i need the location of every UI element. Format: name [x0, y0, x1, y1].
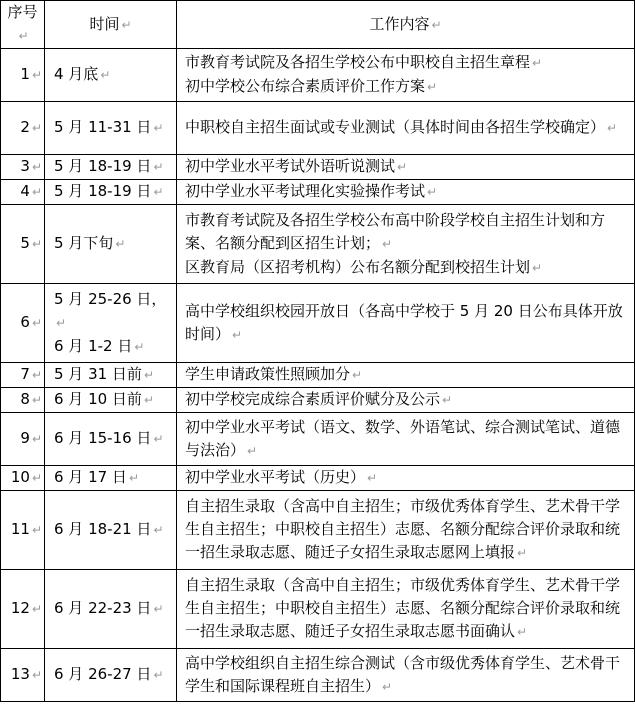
row-time: 6 月 18-21 日 ↵ [45, 491, 177, 570]
row-seq: 4 ↵ [1, 180, 45, 205]
row-time: 4 月底 ↵ [45, 49, 177, 102]
row-time: 5 月 18-19 日 ↵ [45, 180, 177, 205]
table-row [1, 491, 635, 570]
row-content: 初中学业水平考试理化实验操作考试 ↵ [177, 180, 635, 205]
row-time: 5 月下旬 ↵ [45, 205, 177, 284]
table-row [1, 363, 635, 388]
row-seq: 6 ↵ [1, 284, 45, 363]
row-content: 初中学校完成综合素质评价赋分及公示 ↵ [177, 388, 635, 413]
row-content: 初中学业水平考试（语文、数学、外语笔试、综合测试笔试、道德与法治） ↵ [177, 413, 635, 466]
row-seq: 12 ↵ [1, 570, 45, 649]
row-time: 5 月 25-26 日，↵ 6 月 1-2 日 ↵ [45, 284, 177, 363]
row-time: 6 月 22-23 日 ↵ [45, 570, 177, 649]
row-content: 高中学校组织自主招生综合测试（含市级优秀体育学生、艺术骨干学生和国际课程班自主招生） ↵ [177, 649, 635, 702]
table-row [1, 102, 635, 155]
row-content: 中职校自主招生面试或专业测试（具体时间由各招生学校确定） ↵ [177, 102, 635, 155]
row-seq: 2 ↵ [1, 102, 45, 155]
row-time: 5 月 11-31 日 ↵ [45, 102, 177, 155]
row-content: 市教育考试院及各招生学校公布高中阶段学校自主招生计划和方案、名额分配到区招生计划； ↵ 区教育局（区招考机构）公布名额分配到校招生计划 ↵ [177, 205, 635, 284]
row-seq: 1 ↵ [1, 49, 45, 102]
row-content: 初中学业水平考试外语听说测试 ↵ [177, 155, 635, 180]
row-time: 6 月 17 日 ↵ [45, 466, 177, 491]
row-time: 6 月 26-27 日 ↵ [45, 649, 177, 702]
row-time: 6 月 10 日前 ↵ [45, 388, 177, 413]
table-row [1, 205, 635, 284]
row-content: 初中学业水平考试（历史） ↵ [177, 466, 635, 491]
row-time: 5 月 18-19 日 ↵ [45, 155, 177, 180]
table-row [1, 413, 635, 466]
table-row [1, 180, 635, 205]
row-content: 高中学校组织校园开放日（各高中学校于 5 月 20 日公布具体开放时间） ↵ [177, 284, 635, 363]
table-row [1, 570, 635, 649]
table-row [1, 649, 635, 702]
table-row [1, 466, 635, 491]
row-content: 市教育考试院及各招生学校公布中职校自主招生章程 ↵ 初中学校公布综合素质评价工作方案 ↵ [177, 49, 635, 102]
table-row [1, 284, 635, 363]
row-time: 6 月 15-16 日 ↵ [45, 413, 177, 466]
row-seq: 7 ↵ [1, 363, 45, 388]
row-seq: 8 ↵ [1, 388, 45, 413]
header-seq: 序号↵ [1, 1, 45, 49]
table-row [1, 388, 635, 413]
row-content: 自主招生录取（含高中自主招生；市级优秀体育学生、艺术骨干学生自主招生；中职校自主招生）志愿、名额分配综合评价录取和统一招生录取志愿、随迁子女招生录取志愿书面确认 ↵ [177, 570, 635, 649]
row-seq: 5 ↵ [1, 205, 45, 284]
row-content: 学生申请政策性照顾加分 ↵ [177, 363, 635, 388]
header-content: 工作内容 ↵ [177, 1, 635, 49]
row-time: 5 月 31 日前 ↵ [45, 363, 177, 388]
table-body [1, 49, 635, 702]
row-seq: 9 ↵ [1, 413, 45, 466]
row-seq: 13 ↵ [1, 649, 45, 702]
row-content: 自主招生录取（含高中自主招生；市级优秀体育学生、艺术骨干学生自主招生；中职校自主招生）志愿、名额分配综合评价录取和统一招生录取志愿、随迁子女招生录取志愿网上填报 ↵ [177, 491, 635, 570]
table-row [1, 49, 635, 102]
row-seq: 10 ↵ [1, 466, 45, 491]
table-header-row [1, 1, 635, 49]
row-seq: 3 ↵ [1, 155, 45, 180]
header-time: 时间 ↵ [45, 1, 177, 49]
row-seq: 11 ↵ [1, 491, 45, 570]
table-row [1, 155, 635, 180]
